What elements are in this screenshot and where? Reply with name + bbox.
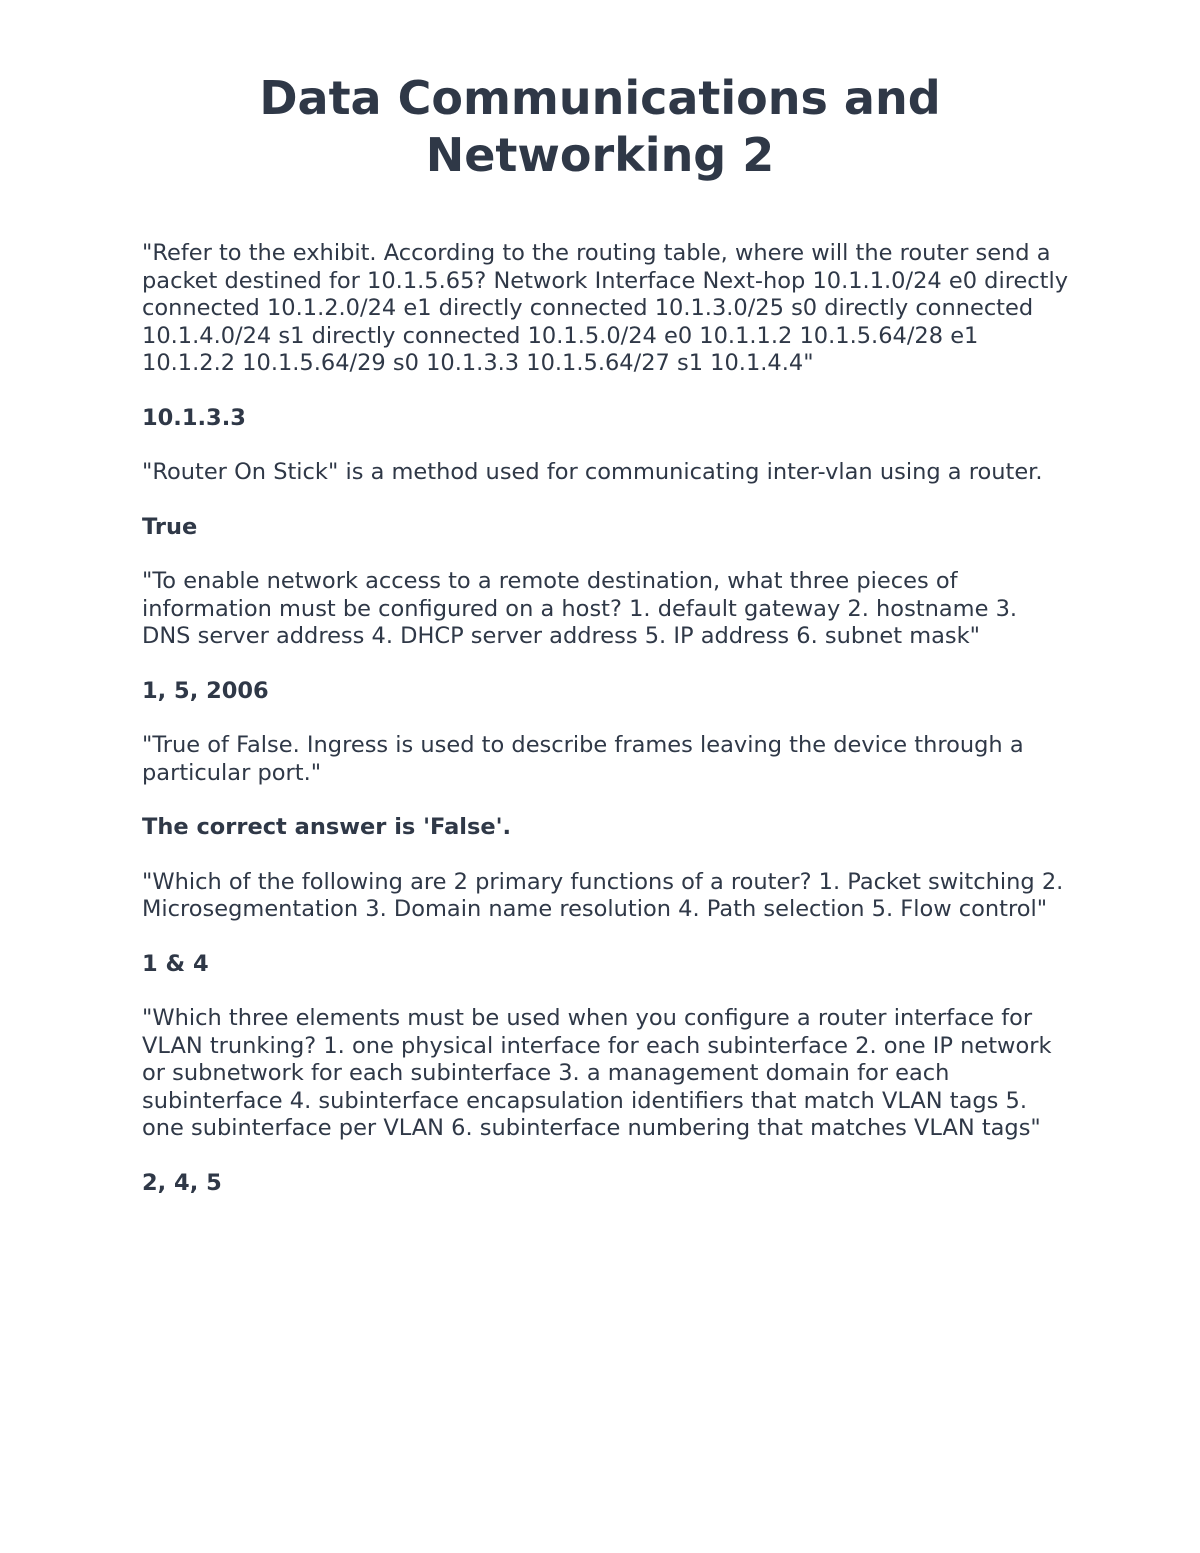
question-text: "Which three elements must be used when you configure a router interface for VLAN trunking? 1. one physical interface for each subinterface 2. one IP network or subnetwork for each subinterface 3. a management domain for each subinterface 4. subinterface encapsulation identifiers that match VLAN tags 5. one subinterface per VLAN 6. subinterface numbering that matches VLAN tags" (142, 1005, 1052, 1141)
answer-text: 2, 4, 5 (142, 1169, 222, 1196)
answer-text: 1, 5, 2006 (142, 677, 269, 704)
question-text: "Which of the following are 2 primary functions of a router? 1. Packet switching 2. Microsegmentation 3. Domain name resolution 4. Path selection 5. Flow control" (142, 868, 1064, 922)
qa-list (142, 240, 1072, 1224)
question-text: "True of False. Ingress is used to describe frames leaving the device through a particular port." (142, 732, 1024, 786)
document-title: Data Communications and Networking 2 (259, 71, 941, 182)
answer-text: True (142, 513, 198, 540)
question-text: "Router On Stick" is a method used for communicating inter-vlan using a router. (142, 459, 1043, 485)
answer-text: The correct answer is 'False'. (142, 814, 512, 840)
question-text: "Refer to the exhibit. According to the routing table, where will the router send a packet destined for 10.1.5.65? Network Interface Next-hop 10.1.1.0/24 e0 directly connected 10.1.2.0/24 e1 directly connected 10.1.3.0/25 s0 directly connected 10.1.4.0/24 s1 directly connected 10.1.5.0/24 e0 10.1.1.2 10.1.5.64/28 e1 10.1.2.2 10.1.5.64/29 s0 10.1.3.3 10.1.5.64/27 s1 10.1.4.4" (142, 240, 1069, 376)
question-text: "To enable network access to a remote destination, what three pieces of information must be configured on a host? 1. default gateway 2. hostname 3. DNS server address 4. DHCP server address 5. IP address 6. subnet mask" (142, 568, 1018, 649)
answer-text: 10.1.3.3 (142, 404, 246, 431)
answer-text: 1 & 4 (142, 950, 209, 977)
